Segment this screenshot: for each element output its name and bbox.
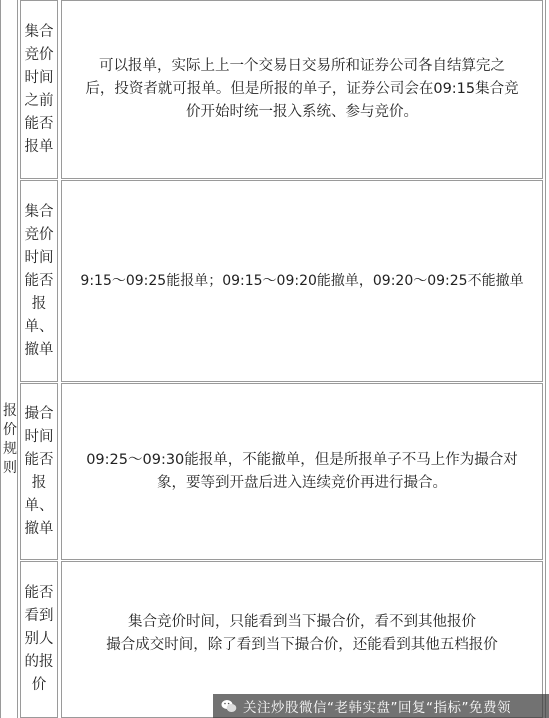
row-description-cell	[61, 383, 543, 560]
row-label-cell	[20, 180, 58, 382]
description-line: 9:15～09:25能报单；09:15～09:20能撤单，09:20～09:25不能撤单	[80, 272, 524, 289]
row-label: 集合竞价时间之前能否报单	[24, 23, 54, 155]
watermark-banner	[213, 694, 549, 718]
row-label-cell	[20, 0, 58, 179]
section-cell	[0, 0, 18, 718]
watermark-text: 关注炒股微信“老韩实盘”回复“指标”免费领	[243, 700, 511, 716]
description-line: 可以报单，实际上上一个交易日交易所和证券公司各自结算完之	[98, 58, 505, 74]
row-description	[106, 611, 498, 657]
description-line: 价开始时统一报入系统、参与竞价。	[185, 104, 418, 120]
description-line: 象，要等到开盘后进入连续竞价再进行撮合。	[156, 474, 447, 491]
description-line: 集合竞价时间，只能看到当下撮合价，看不到其他报价	[128, 613, 476, 630]
row-label: 撮合时间能否报单、撤单	[24, 405, 54, 537]
row-label: 能否看到别人的报价	[24, 585, 54, 693]
table-right-edge	[545, 0, 549, 718]
row-description	[85, 55, 518, 124]
section-label: 报价规则	[3, 403, 17, 476]
description-line: 09:25～09:30能报单，不能撤单，但是所报单子不马上作为撮合对	[86, 451, 518, 468]
table-row	[18, 383, 549, 560]
row-description	[80, 270, 523, 293]
table-row	[18, 180, 549, 382]
table-row	[18, 0, 549, 179]
row-description-cell	[61, 0, 543, 179]
row-label-cell	[20, 561, 58, 718]
row-description	[86, 449, 518, 495]
description-line: 撮合成交时间，除了看到当下撮合价，还能看到其他五档报价	[106, 636, 498, 653]
row-label: 集合竞价时间能否报单、撤单	[24, 203, 54, 358]
row-description-cell	[61, 180, 543, 382]
wechat-icon	[221, 698, 237, 714]
description-line: 后，投资者就可报单。但是所报的单子，证券公司会在09:15集合竞	[85, 81, 519, 97]
row-label-cell	[20, 383, 58, 560]
